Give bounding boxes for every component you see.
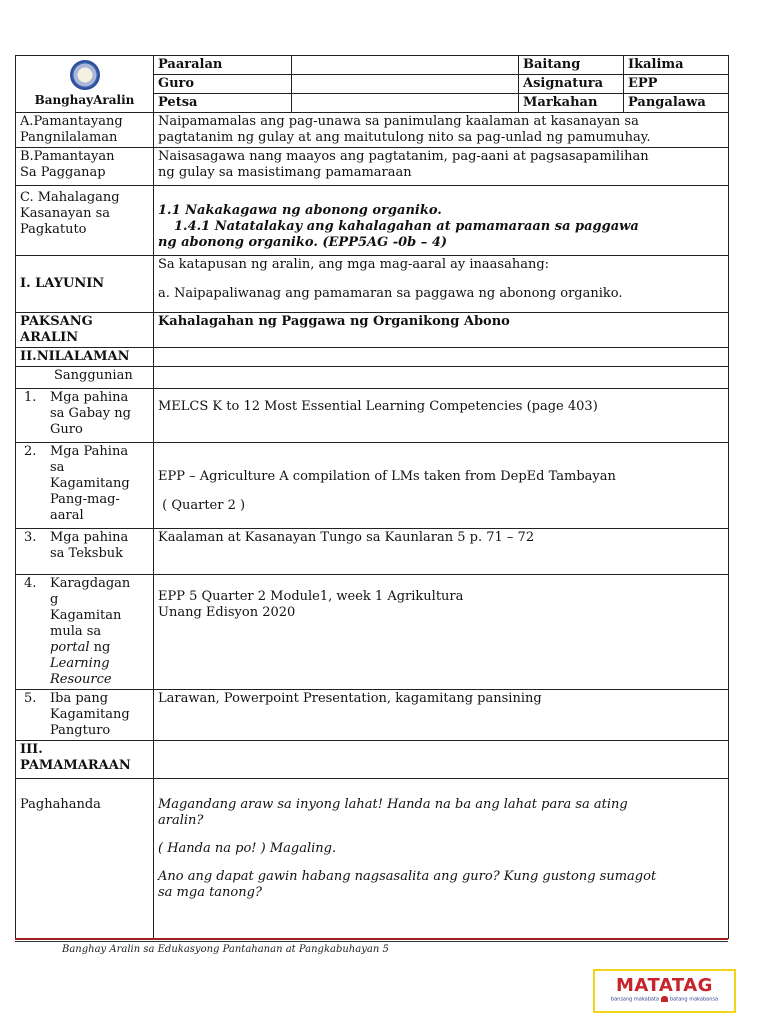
text-part: aralin? (158, 813, 204, 828)
label-line (50, 640, 130, 656)
mahalagang-kasanayan-label (16, 186, 154, 256)
label-line: III. (20, 742, 43, 757)
label-line: ARALIN (20, 330, 79, 345)
paksang-aralin-label (16, 313, 154, 348)
pamamaraan-label (16, 741, 154, 779)
label-line: PAKSANG (20, 314, 93, 329)
label-line: Pangnilalaman (20, 130, 118, 145)
row-paksang-aralin (16, 313, 729, 348)
label-line: Guro (50, 422, 83, 437)
pamantayang-pangnilalaman-label (16, 113, 154, 148)
row-ref2 (16, 443, 729, 529)
row-ref5 (16, 690, 729, 741)
ref3-num: 3. (24, 530, 37, 545)
baitang-value: Ikalima (624, 56, 729, 75)
pamantayan-sa-pagganap-label (16, 148, 154, 186)
markahan-value: Pangalawa (624, 94, 729, 113)
ref1-text: MELCS K to 12 Most Essential Learning Competencies (page 403) (154, 389, 729, 443)
ref2-text (154, 443, 729, 529)
label-line: Mga pahina (50, 530, 129, 545)
competency-item: 1.1 Nakakagawa ng abonong organiko. (158, 203, 442, 218)
text-part: sa mga tanong? (158, 885, 262, 900)
label-line: Kasanayan sa (20, 206, 111, 221)
label-part: ng (89, 640, 111, 655)
competency-item: 1.4.1 Natatalakay ang kahalagahan at pamamaraan sa paggawa (174, 219, 639, 234)
label-line: sa (50, 460, 65, 475)
row-mahalagang-kasanayan (16, 186, 729, 256)
paghahanda-line (158, 869, 722, 901)
label-line: C. Mahalagang (20, 190, 120, 205)
text-line: pagtatanim ng gulay at ang maitutulong nito sa pag-unlad ng pamumuhay. (158, 130, 651, 145)
row-nilalaman (16, 348, 729, 367)
ref4-label (16, 575, 154, 690)
tagline-right: batang makabansa (670, 996, 719, 1003)
text-line: Naisasagawa nang maayos ang pagtatanim, pag-aani at pagsasapamilihan (158, 149, 649, 164)
deped-seal-icon (70, 60, 100, 90)
text-line: Naipamamalas ang pag-unawa sa panimulang kaalaman at kasanayan sa (158, 114, 639, 129)
pamamaraan-value (154, 741, 729, 779)
text-line: ( Quarter 2 ) (158, 498, 246, 513)
text-line: EPP – Agriculture A compilation of LMs taken from DepEd Tambayan (158, 469, 616, 484)
row-ref1 (16, 389, 729, 443)
mahalagang-kasanayan-text (154, 186, 729, 256)
row-paghahanda (16, 779, 729, 939)
ref5-label (16, 690, 154, 741)
label-line: Sa Pagganap (20, 165, 106, 180)
label-line: Mga pahina (50, 390, 129, 405)
label-line: Kagamitan (50, 608, 122, 623)
paghahanda-line: ( Handa na po! ) Magaling. (158, 841, 337, 856)
pamantayang-pangnilalaman-text (154, 113, 729, 148)
guro-value (292, 75, 519, 94)
doc-title: BanghayAralin (34, 93, 135, 107)
label-line: Learning (50, 656, 110, 671)
footer-text: Banghay Aralin sa Edukasyong Pantahanan at Pangkabuhayan 5 (62, 944, 389, 955)
paaralan-label: Paaralan (154, 56, 292, 75)
label-line: aaral (50, 508, 84, 523)
lesson-plan-table (15, 55, 729, 939)
label-line: Pagkatuto (20, 222, 87, 237)
label-line: A.Pamantayang (20, 114, 123, 129)
sanggunian-value (154, 367, 729, 389)
text-line: EPP 5 Quarter 2 Module1, week 1 Agrikultura (158, 589, 464, 604)
text-line: Unang Edisyon 2020 (158, 605, 296, 620)
sanggunian-label: Sanggunian (16, 367, 154, 389)
heart-icon (661, 996, 668, 1002)
paghahanda-text (154, 779, 729, 939)
label-line: Iba pang (50, 691, 109, 706)
ref4-num: 4. (24, 576, 37, 591)
row-pamantayan-sa-pagganap (16, 148, 729, 186)
label-line: Pangturo (50, 723, 111, 738)
paghahanda-label: Paghahanda (16, 779, 154, 939)
label-line: Resource (50, 672, 112, 687)
asignatura-value: EPP (624, 75, 729, 94)
label-line: sa Teksbuk (50, 546, 124, 561)
row-pamamaraan (16, 741, 729, 779)
ref1-num: 1. (24, 390, 37, 405)
pamantayan-sa-pagganap-text (154, 148, 729, 186)
ref2-num: 2. (24, 444, 37, 459)
lesson-plan-sheet (15, 55, 728, 936)
layunin-label: I. LAYUNIN (16, 256, 154, 313)
label-line: Mga Pahina (50, 444, 129, 459)
label-line: g (50, 592, 59, 607)
text-part: Magandang araw sa inyong lahat! Handa na ba ang lahat para sa ating (158, 797, 628, 812)
layunin-text (154, 256, 729, 313)
row-ref4 (16, 575, 729, 690)
row-ref3 (16, 529, 729, 575)
ref5-text: Larawan, Powerpoint Presentation, kagamitang pansining (154, 690, 729, 741)
row-sanggunian (16, 367, 729, 389)
competency-item: ng abonong organiko. (EPP5AG -0b – 4) (158, 235, 448, 250)
ref2-label (16, 443, 154, 529)
asignatura-label: Asignatura (519, 75, 624, 94)
nilalaman-value (154, 348, 729, 367)
paghahanda-line (158, 797, 722, 829)
matatag-wordmark: MATATAG (616, 975, 713, 996)
header-logo-cell (16, 56, 154, 113)
layunin-intro: Sa katapusan ng aralin, ang mga mag-aaral ay inaasahang: (158, 257, 550, 272)
matatag-tagline (595, 996, 734, 1004)
baitang-label: Baitang (519, 56, 624, 75)
label-line: Pang-mag- (50, 492, 120, 507)
ref3-label (16, 529, 154, 575)
row-layunin (16, 256, 729, 313)
paksang-aralin-text: Kahalagahan ng Paggawa ng Organikong Abono (154, 313, 729, 348)
text-part: Ano ang dapat gawin habang nagsasalita ang guro? Kung gustong sumagot (158, 869, 657, 884)
label-line: Kagamitang (50, 476, 130, 491)
petsa-value (292, 94, 519, 113)
row-pamantayang-pangnilalaman (16, 113, 729, 148)
ref5-num: 5. (24, 691, 37, 706)
layunin-item: a. Naipapaliwanag ang pamamaran sa paggawa ng abonong organiko. (158, 286, 623, 301)
ref3-text: Kaalaman at Kasanayan Tungo sa Kaunlaran 5 p. 71 – 72 (154, 529, 729, 575)
header-row-paaralan (16, 56, 729, 75)
label-line: B.Pamantayan (20, 149, 115, 164)
text-line: ng gulay sa masistimang pamamaraan (158, 165, 412, 180)
label-line: Karagdagan (50, 576, 131, 591)
label-line: PAMAMARAAN (20, 758, 131, 773)
markahan-label: Markahan (519, 94, 624, 113)
footer-rule-red (15, 938, 728, 940)
ref4-text (154, 575, 729, 690)
matatag-logo (593, 969, 736, 1013)
nilalaman-label: II.NILALAMAN (16, 348, 154, 367)
footer-rule-dark (15, 941, 728, 942)
tagline-left: bansang makabata (610, 996, 659, 1003)
label-line: mula sa (50, 624, 102, 639)
label-line: Kagamitang (50, 707, 130, 722)
label-line: sa Gabay ng (50, 406, 131, 421)
paaralan-value (292, 56, 519, 75)
ref1-label (16, 389, 154, 443)
guro-label: Guro (154, 75, 292, 94)
petsa-label: Petsa (154, 94, 292, 113)
label-part: portal (50, 640, 90, 655)
